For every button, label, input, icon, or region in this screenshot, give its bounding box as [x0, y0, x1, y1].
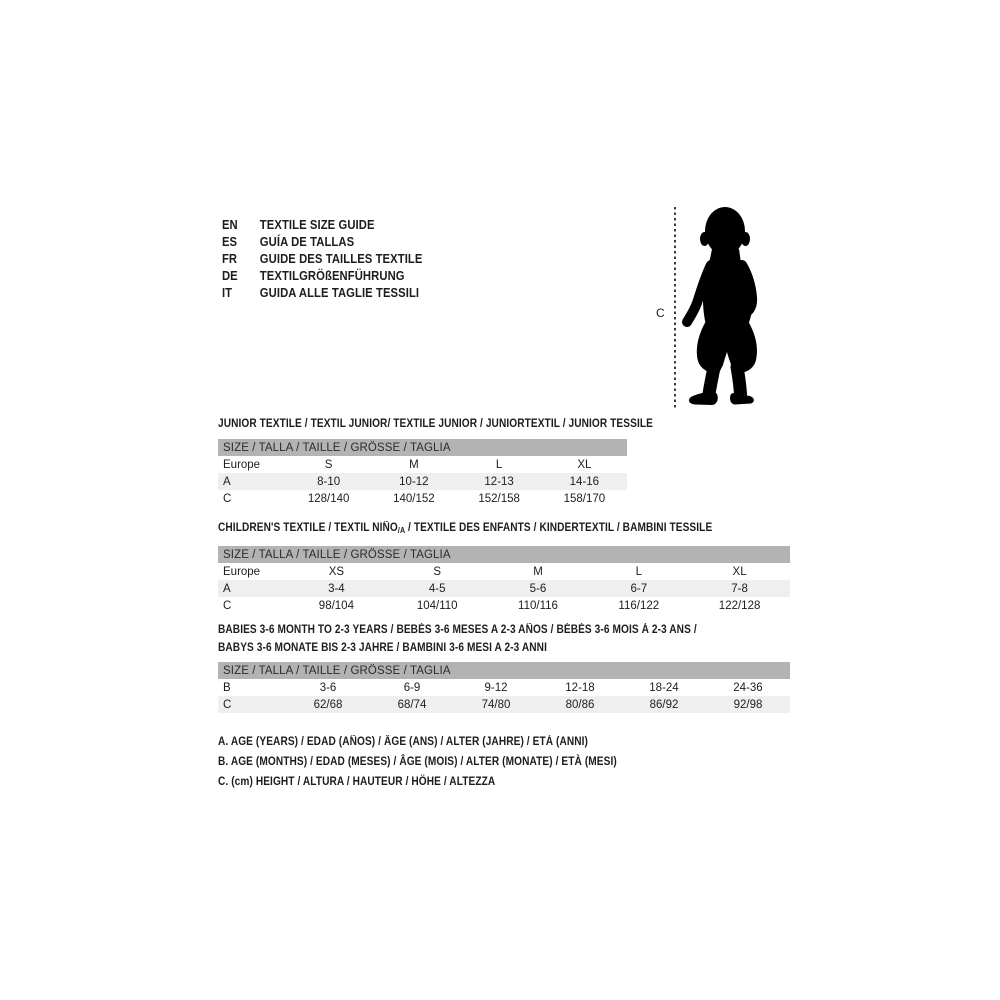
table-row: [218, 580, 790, 597]
size-header-bar: SIZE / TALLA / TAILLE / GRÖSSE / TAGLIA: [218, 546, 790, 563]
row-label: C: [223, 492, 232, 505]
row-value: 12-13: [484, 475, 514, 488]
row-value: L: [495, 458, 503, 471]
row-value: 92/98: [733, 698, 763, 711]
table-row: [218, 679, 790, 696]
row-value: 122/128: [718, 599, 761, 612]
row-label: Europe: [223, 458, 261, 471]
row-value: S: [433, 565, 442, 578]
language-row: [222, 216, 422, 233]
legend-line-c: C. (cm) HEIGHT / ALTURA / HAUTEUR / HÖHE / ALTEZZA: [218, 776, 496, 788]
row-value: 6-7: [630, 582, 648, 595]
language-title: TEXTILGRÖßENFÜHRUNG: [259, 269, 405, 284]
row-value: 152/158: [478, 492, 520, 505]
table-row: [218, 696, 790, 713]
language-row: [222, 233, 422, 250]
row-label: C: [223, 599, 232, 612]
row-value: 110/116: [518, 599, 558, 612]
children-heading-pre: CHILDREN'S TEXTILE / TEXTIL NIÑO: [218, 522, 398, 534]
language-code: ES: [222, 234, 238, 249]
table-row: [218, 490, 627, 507]
row-value: 104/110: [416, 599, 458, 612]
row-label: B: [223, 681, 231, 694]
row-value: M: [533, 565, 543, 578]
junior-table: [218, 439, 627, 507]
legend-line-a: A. AGE (YEARS) / EDAD (AÑOS) / ÂGE (ANS) / ALTER (JAHRE) / ETÀ (ANNI): [218, 736, 589, 748]
row-value: 80/86: [565, 698, 595, 711]
babies-table-rows: [218, 679, 790, 713]
table-row: [218, 597, 790, 614]
row-value: 4-5: [428, 582, 446, 595]
row-value: 7-8: [731, 582, 748, 595]
row-value: 86/92: [649, 698, 679, 711]
row-value: S: [324, 458, 333, 471]
toddler-silhouette-icon: [678, 195, 788, 415]
junior-table-rows: [218, 456, 627, 507]
legend-line-b: B. AGE (MONTHS) / EDAD (MESES) / ÂGE (MOIS) / ALTER (MONATE) / ETÀ (MESI): [218, 756, 617, 768]
row-value: 140/152: [393, 492, 435, 505]
row-label: C: [223, 698, 232, 711]
language-code: DE: [222, 269, 238, 284]
children-table: [218, 546, 790, 614]
row-value: 14-16: [569, 475, 600, 488]
row-value: 6-9: [403, 681, 421, 694]
language-row: [222, 250, 422, 267]
children-table-rows: [218, 563, 790, 614]
row-value: 128/140: [307, 492, 350, 505]
row-value: 158/170: [563, 492, 606, 505]
language-title: GUÍA DE TALLAS: [259, 234, 355, 249]
language-list: [222, 216, 422, 302]
row-value: 3-4: [328, 582, 345, 595]
row-value: XL: [577, 458, 592, 471]
row-value: L: [635, 565, 642, 578]
language-title: TEXTILE SIZE GUIDE: [259, 217, 375, 232]
row-value: 12-18: [565, 681, 595, 694]
row-value: 9-12: [484, 681, 508, 694]
junior-heading: JUNIOR TEXTILE / TEXTIL JUNIOR/ TEXTILE JUNIOR / JUNIORTEXTIL / JUNIOR TESSILE: [218, 418, 653, 430]
row-value: 62/68: [313, 698, 343, 711]
row-value: 8-10: [317, 475, 341, 488]
language-row: [222, 268, 422, 285]
size-header-bar: SIZE / TALLA / TAILLE / GRÖSSE / TAGLIA: [218, 439, 627, 456]
language-title: GUIDE DES TAILLES TEXTILE: [259, 251, 423, 266]
row-value: 10-12: [399, 475, 429, 488]
row-value: 74/80: [481, 698, 511, 711]
babies-heading-line1: BABIES 3-6 MONTH TO 2-3 YEARS / BEBÉS 3-6 MESES A 2-3 AÑOS / BÉBÉS 3-6 MOIS À 2-3 ANS /: [218, 624, 697, 636]
legend: [218, 736, 617, 796]
row-value: 24-36: [733, 681, 763, 694]
table-row: [218, 456, 627, 473]
children-heading: [218, 519, 712, 540]
row-value: M: [409, 458, 419, 471]
language-row: [222, 285, 422, 302]
row-value: 116/122: [618, 599, 660, 612]
height-measure-line: [674, 207, 676, 408]
children-heading-post: / TEXTILE DES ENFANTS / KINDERTEXTIL / BAMBINI TESSILE: [405, 522, 713, 534]
row-value: 18-24: [649, 681, 679, 694]
row-value: 98/104: [318, 599, 354, 612]
row-value: 3-6: [319, 681, 337, 694]
row-value: 68/74: [397, 698, 427, 711]
babies-heading: [218, 621, 697, 657]
row-value: XS: [328, 565, 345, 578]
height-label: C: [656, 306, 665, 320]
row-label: A: [223, 582, 231, 595]
language-title: GUIDA ALLE TAGLIE TESSILI: [259, 286, 420, 301]
language-code: EN: [222, 217, 238, 232]
language-code: FR: [222, 251, 238, 266]
children-heading-sub: /A: [397, 526, 406, 535]
table-row: [218, 563, 790, 580]
row-value: XL: [732, 565, 747, 578]
row-label: Europe: [223, 565, 261, 578]
table-row: [218, 473, 627, 490]
size-header-bar: SIZE / TALLA / TAILLE / GRÖSSE / TAGLIA: [218, 662, 790, 679]
row-label: A: [223, 475, 231, 488]
language-code: IT: [222, 286, 232, 301]
babies-heading-line2: BABYS 3-6 MONATE BIS 2-3 JAHRE / BAMBINI 3-6 MESI A 2-3 ANNI: [218, 642, 547, 654]
babies-table: [218, 662, 790, 713]
row-value: 5-6: [529, 582, 547, 595]
